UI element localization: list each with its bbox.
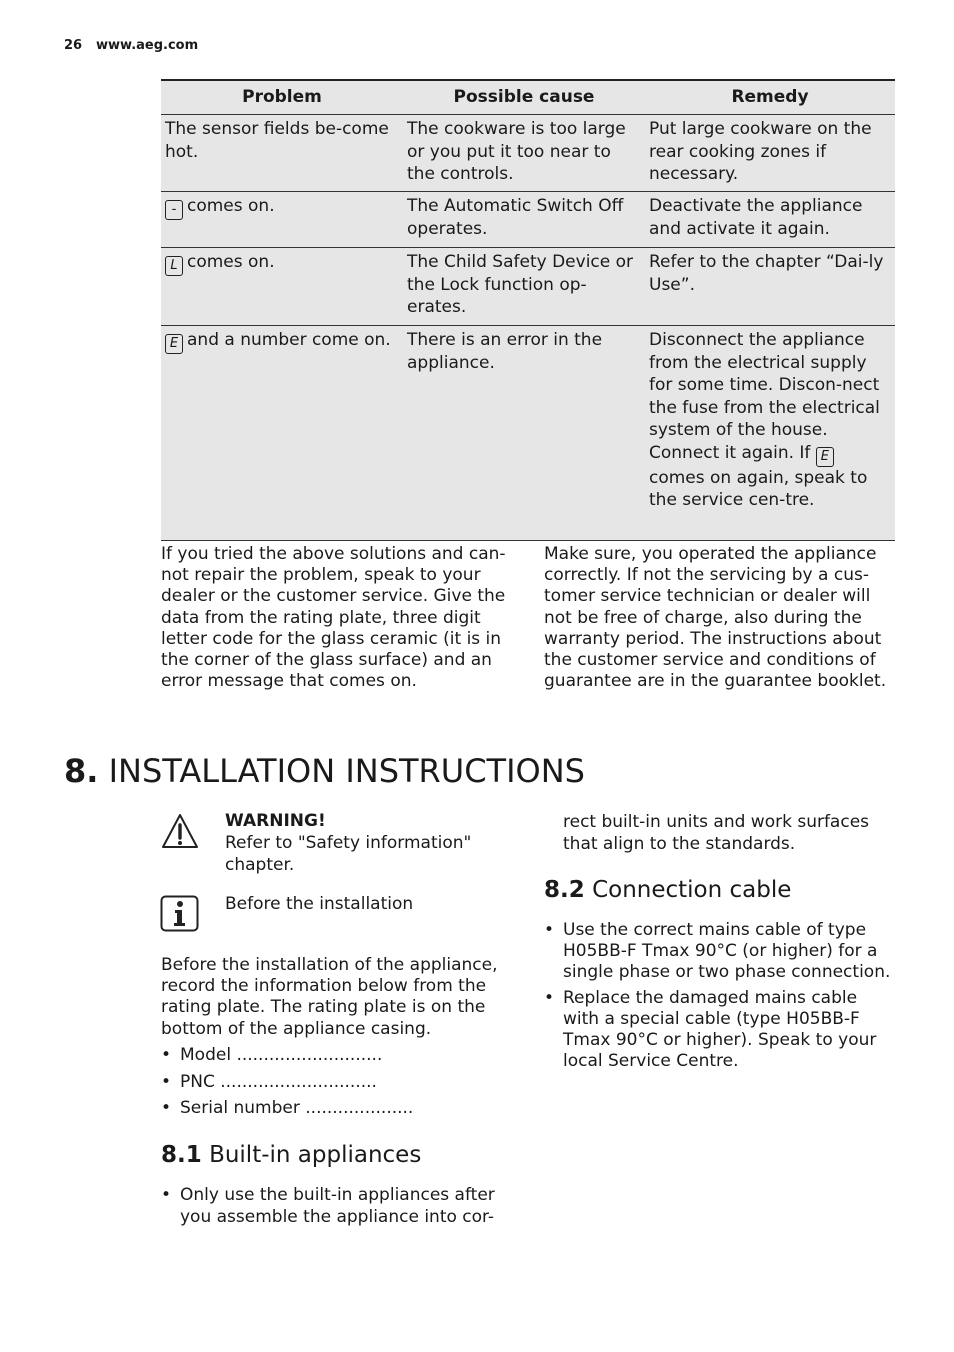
warning-title: WARNING! — [225, 811, 326, 831]
section-title: 8. INSTALLATION INSTRUCTIONS — [64, 752, 585, 790]
information-icon — [160, 895, 200, 933]
rating-plate-list — [161, 1045, 506, 1120]
subsection-title-connection-cable: 8.2 Connection cable — [544, 877, 792, 903]
website-url: www.aeg.com — [96, 38, 199, 53]
problem-cell: The sensor fields be-come hot. — [161, 115, 403, 192]
problem-cell: E and a number come on. — [161, 326, 403, 541]
problem-cell: L comes on. — [161, 248, 403, 326]
before-install-text: Before the installation of the appliance, record the information below from the rating plate. The rating plate is on the bottom of the appliance casing. — [161, 955, 498, 1039]
built-in-continued-text: rect built-in units and work surfaces that align to the standards. — [563, 812, 870, 854]
column-header-problem: Problem — [161, 80, 403, 115]
warning-text: Refer to "Safety information" chapter. — [225, 833, 472, 875]
list-item: • PNC ............................. — [161, 1072, 506, 1094]
display-symbol-icon: L — [165, 256, 183, 276]
table-row — [161, 248, 895, 326]
column-header-remedy: Remedy — [645, 80, 895, 115]
remedy-cell: Deactivate the appliance and activate it again. — [645, 192, 895, 248]
connection-cable-list — [544, 920, 896, 1072]
table-row — [161, 192, 895, 248]
troubleshooting-table — [161, 79, 895, 541]
page-number: 26 — [64, 38, 83, 53]
list-item: • Only use the built-in appliances after you assemble the appliance into cor- — [161, 1185, 506, 1228]
remedy-cell: Refer to the chapter “Dai-ly Use”. — [645, 248, 895, 326]
column-header-cause: Possible cause — [403, 80, 645, 115]
cause-cell: There is an error in the appliance. — [403, 326, 645, 541]
repair-advice-text: If you tried the above solutions and can-not repair the problem, speak to your dealer or the customer service. Give the data from the rating plate, three digit letter code for the glass ceramic (it is in the corner of the glass surface) and an error message that comes on. — [161, 544, 506, 692]
problem-cell: - comes on. — [161, 192, 403, 248]
table-row — [161, 326, 895, 541]
cause-cell: The Child Safety Device or the Lock function op-erates. — [403, 248, 645, 326]
display-symbol-icon: E — [165, 334, 183, 354]
table-row — [161, 115, 895, 192]
list-item: • Replace the damaged mains cable with a special cable (type H05BB-F Tmax 90°C or higher). Speak to your local Service Centre. — [544, 988, 896, 1072]
cause-cell: The Automatic Switch Off operates. — [403, 192, 645, 248]
list-item: • Serial number .................... — [161, 1098, 506, 1120]
table-header-row — [161, 80, 895, 115]
cause-cell: The cookware is too large or you put it too near to the controls. — [403, 115, 645, 192]
display-symbol-icon: E — [816, 447, 834, 467]
warranty-note-text: Make sure, you operated the appliance correctly. If not the servicing by a cus-tomer service technician or dealer will not be free of charge, also during the warranty period. The instructions about the customer service and conditions of guarantee are in the guarantee booklet. — [544, 544, 887, 692]
remedy-cell: Put large cookware on the rear cooking zones if necessary. — [645, 115, 895, 192]
remedy-cell: Disconnect the appliance from the electrical supply for some time. Discon-nect the fuse from the electrical system of the house. Connect it again. If Ecomes on again, speak to the service cen-tre. — [645, 326, 895, 541]
list-item: • Model ........................... — [161, 1045, 506, 1067]
subsection-title-built-in: 8.1 Built-in appliances — [161, 1142, 422, 1168]
info-text: Before the installation — [225, 894, 414, 914]
warning-triangle-icon — [160, 812, 200, 850]
display-symbol-icon: - — [165, 200, 183, 220]
built-in-list — [161, 1185, 506, 1228]
list-item: • Use the correct mains cable of type H05BB-F Tmax 90°C (or higher) for a single phase or two phase connection. — [544, 920, 896, 983]
page-header — [64, 38, 198, 53]
warning-notice — [225, 810, 515, 876]
